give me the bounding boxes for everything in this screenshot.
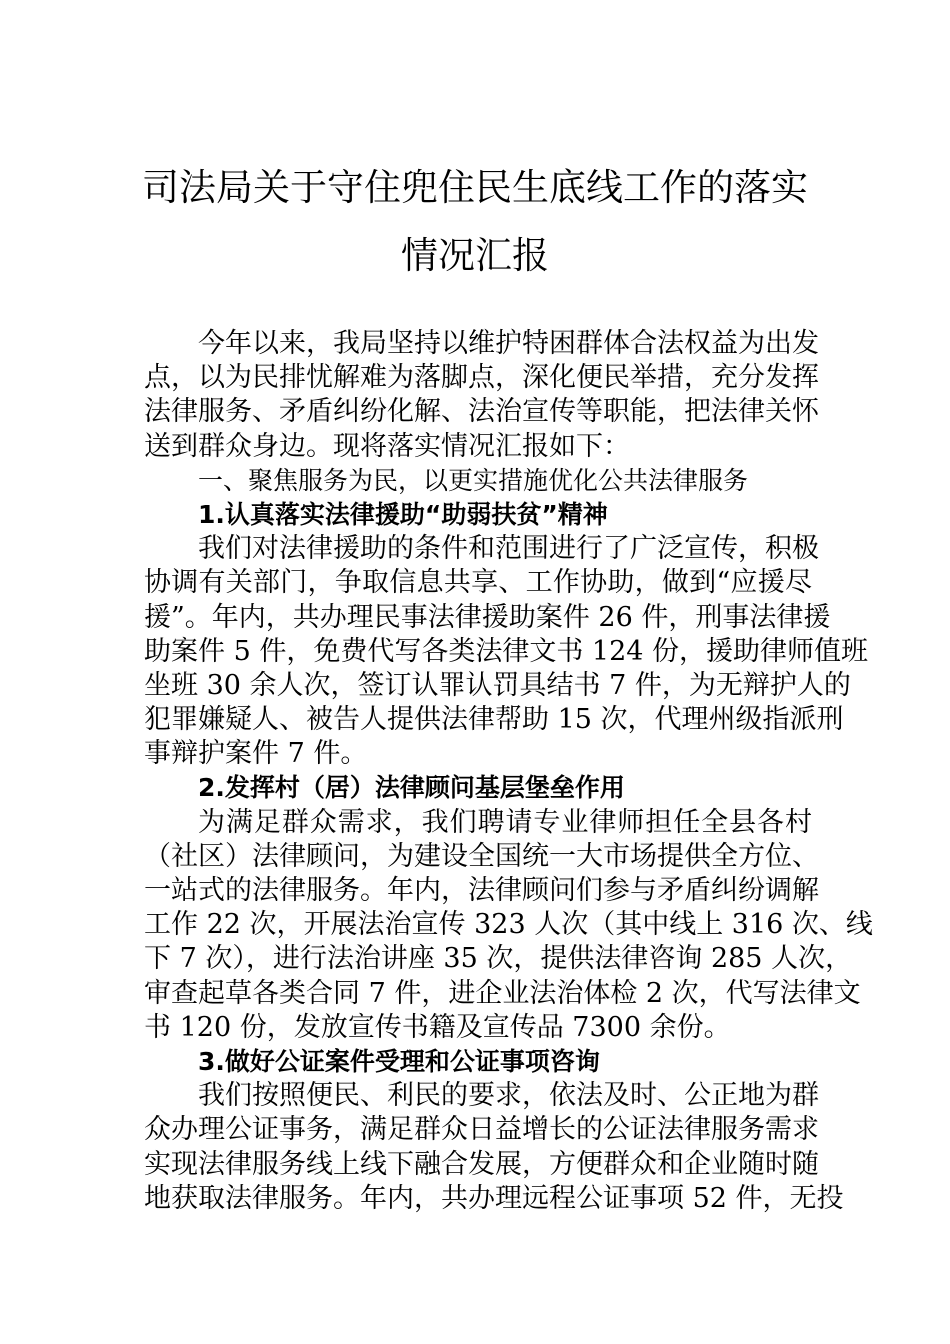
item1-paragraph-line: 助案件 5 件，免费代写各类法律文书 124 份，援助律师值班 <box>144 635 869 667</box>
document-title-line-1: 司法局关于守住兜住民生底线工作的落实 <box>142 166 808 209</box>
intro-paragraph-line: 点，以为民排忧解难为落脚点，深化便民举措，充分发挥 <box>144 362 819 394</box>
item1-paragraph-line: 协调有关部门，争取信息共享、工作协助，做到“应援尽 <box>144 567 812 599</box>
item2-paragraph-line: 一站式的法律服务。年内，法律顾问们参与矛盾纠纷调解 <box>144 875 819 906</box>
item1-paragraph-line: 坐班 30 余人次，签订认罪认罚具结书 7 件，为无辩护人的 <box>144 669 851 701</box>
item2-paragraph-line: 下 7 次），进行法治讲座 35 次，提供法律咨询 285 人次， <box>144 943 853 975</box>
document-body <box>144 327 873 1216</box>
intro-paragraph-line: 送到群众身边。现将落实情况汇报如下： <box>144 430 630 462</box>
item1-paragraph-line: 我们对法律援助的条件和范围进行了广泛宣传，积极 <box>198 533 819 565</box>
item2-paragraph-line: （社区）法律顾问，为建设全国统一大市场提供全方位、 <box>144 840 819 872</box>
intro-paragraph-line: 今年以来，我局坚持以维护特困群体合法权益为出发 <box>198 328 819 359</box>
item2-paragraph-line: 工作 22 次，开展法治宣传 323 人次（其中线上 316 次、线 <box>144 909 873 941</box>
subheading-3: 3.做好公证案件受理和公证事项咨询 <box>198 1046 600 1076</box>
item1-paragraph-line: 犯罪嫌疑人、被告人提供法律帮助 15 次，代理州级指派刑 <box>144 704 844 736</box>
intro-paragraph-line: 法律服务、矛盾纠纷化解、法治宣传等职能，把法律关怀 <box>144 396 819 428</box>
item1-paragraph-line: 事辩护案件 7 件。 <box>144 738 368 770</box>
item3-paragraph-line: 地获取法律服务。年内，共办理远程公证事项 52 件，无投 <box>144 1182 844 1214</box>
item3-paragraph-line: 我们按照便民、利民的要求，依法及时、公正地为群 <box>198 1080 819 1112</box>
item3-paragraph-line: 实现法律服务线上线下融合发展，方便群众和企业随时随 <box>144 1148 819 1180</box>
subheading-1: 1.认真落实法律援助“助弱扶贫”精神 <box>198 499 608 529</box>
item2-paragraph-line: 审查起草各类合同 7 件，进企业法治体检 2 次，代写法律文 <box>144 977 861 1009</box>
subheading-2: 2.发挥村（居）法律顾问基层堡垒作用 <box>198 773 625 803</box>
section-heading-1: 一、聚焦服务为民，以更实措施优化公共法律服务 <box>198 465 749 495</box>
item2-paragraph-line: 书 120 份，发放宣传书籍及宣传品 7300 余份。 <box>144 1011 731 1043</box>
item1-paragraph-line: 援”。年内，共办理民事法律援助案件 26 件，刑事法律援 <box>144 601 831 633</box>
item2-paragraph-line: 为满足群众需求，我们聘请专业律师担任全县各村 <box>198 806 812 838</box>
item3-paragraph-line: 众办理公证事务，满足群众日益增长的公证法律服务需求 <box>144 1114 819 1146</box>
document-title-line-2: 情况汇报 <box>401 234 549 277</box>
